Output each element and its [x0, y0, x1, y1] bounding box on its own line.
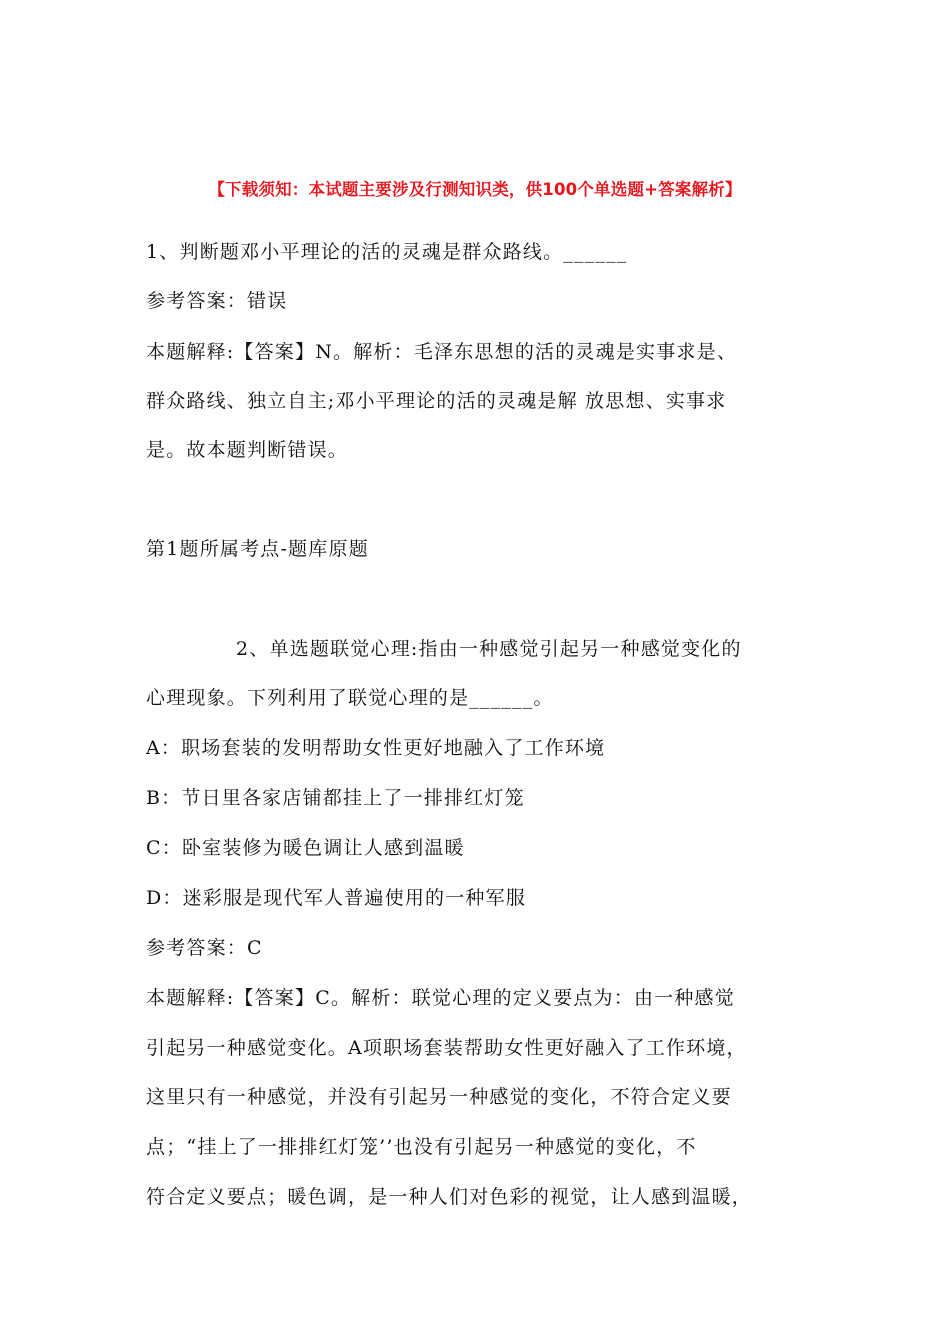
q2-explanation-line: 引起另一种感觉变化。A项职场套装帮助女性更好融入了工作环境，	[146, 1037, 747, 1059]
q1-explanation-line: 是。故本题判断错误。	[146, 439, 349, 461]
q2-question-line: 2、单选题联觉心理:指由一种感觉引起另一种感觉变化的	[236, 638, 742, 660]
q2-explanation-line: 点；“挂上了一排排红灯笼’’也没有引起另一种感觉的变化，不	[146, 1136, 697, 1158]
q2-explanation-line: 符合定义要点；暖色调，是一种人们对色彩的视觉，让人感到温暖，	[146, 1186, 753, 1208]
q2-option-d: D：迷彩服是现代军人普遍使用的一种军服	[146, 887, 527, 909]
q1-question: 1、判断题邓小平理论的活的灵魂是群众路线。______	[146, 241, 628, 263]
q2-option-c: C：卧室装修为暖色调让人感到温暖	[146, 837, 465, 859]
q1-explanation-line: 本题解释:【答案】N。解析：毛泽东思想的活的灵魂是实事求是、	[146, 341, 738, 363]
q1-topic: 第1题所属考点-题库原题	[146, 538, 369, 560]
q2-question-line: 心理现象。下列利用了联觉心理的是______。	[146, 687, 554, 709]
q2-answer: 参考答案：C	[146, 937, 263, 959]
q2-option-b: B：节日里各家店铺都挂上了一排排红灯笼	[146, 787, 525, 809]
q1-explanation-line: 群众路线、独立自主;邓小平理论的活的灵魂是解 放思想、实事求	[146, 390, 727, 412]
q1-answer: 参考答案：错误	[146, 290, 288, 312]
q2-explanation-line: 本题解释:【答案】C。解析：联觉心理的定义要点为：由一种感觉	[146, 987, 735, 1009]
q2-explanation-line: 这里只有一种感觉，并没有引起另一种感觉的变化，不符合定义要	[146, 1086, 732, 1108]
download-notice: 【下载须知：本试题主要涉及行测知识类，供100个单选题+答案解析】	[208, 180, 742, 199]
q2-option-a: A：职场套装的发明帮助女性更好地融入了工作环境	[146, 737, 606, 759]
